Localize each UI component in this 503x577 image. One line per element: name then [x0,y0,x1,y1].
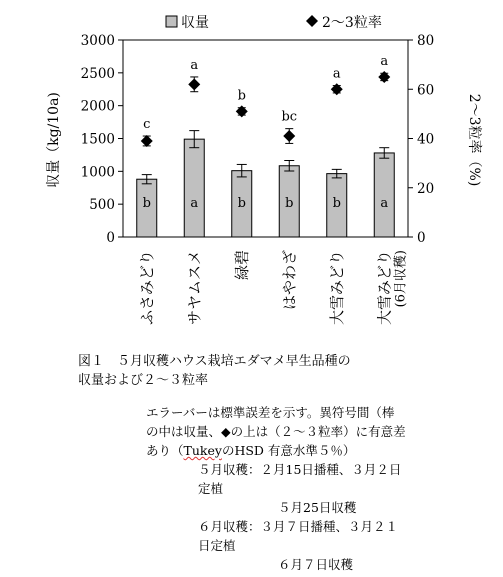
marker-diamond [331,83,343,95]
note-line: エラーバーは標準誤差を示す。異符号間（棒 [146,405,395,420]
marker-diamond [141,135,153,147]
y-left-tick-label: 0 [106,230,115,246]
note-line: 定植 [198,481,224,496]
caption-line: 収量および２～３粒率 [78,373,209,388]
y-right-tick-label: 0 [417,230,426,246]
note-text: のHSD 有意水準５％） [221,443,356,458]
x-category-label: 大雪みどり [375,250,394,326]
note-text: あり（ [146,443,184,458]
y-right-tick-label: 40 [417,131,435,148]
legend-bar-swatch [166,16,177,27]
y-right-tick-label: 80 [417,33,435,49]
marker-significance-letter: c [143,117,151,133]
y-right-tick-label: 60 [417,82,435,99]
figure-caption [78,352,351,390]
marker-significance-letter: a [190,57,199,73]
y-left-tick-label: 1000 [80,164,115,181]
note-line [146,441,406,460]
caption-line: 図１ ５月収穫ハウス栽培エダマメ早生品種の [78,354,351,369]
plot-frame [123,40,408,237]
x-category-label: サヤムスメ [185,250,204,325]
marker-diamond [283,130,295,142]
bar-significance-letter: b [285,196,294,211]
marker-diamond [236,105,248,117]
note-line: ６月７日収穫 [278,557,354,572]
y-left-tick-label: 2000 [80,98,115,115]
figure-note [146,403,406,574]
x-category-label: はやわざ [280,250,299,311]
marker-significance-letter: b [237,88,246,104]
note-line: ５月25日収穫 [278,500,357,515]
bar-significance-letter: a [190,196,199,211]
marker-significance-letter: a [380,54,389,70]
note-tukey: Tukey [183,443,222,458]
y-left-axis-label: 収量（kg/10a) [46,92,62,188]
note-line: ６月収穫：３月７日播種、３月２１ [198,519,399,534]
legend-marker-label: 2～3粒率 [322,15,382,31]
bar-significance-letter: a [380,196,389,211]
marker-significance-letter: bc [281,109,298,125]
bar-significance-letter: b [237,196,246,211]
bar [374,153,394,237]
x-category-label: ふさみどり [137,250,156,326]
x-category-label: 大雪みどり [327,250,346,326]
legend-diamond-icon [306,15,318,27]
bar-significance-letter: b [332,196,341,211]
y-right-tick-label: 20 [417,180,435,197]
note-line: の中は収量、◆の上は（２～３粒率）に有意差 [146,424,406,439]
y-left-tick-label: 500 [89,197,115,214]
y-left-tick-label: 2500 [80,65,115,82]
note-line: ５月収穫：２月15日播種、３月２日 [198,462,402,477]
x-category-label: 緑碧 [232,250,251,281]
bar-significance-letter: b [142,196,151,211]
marker-diamond [188,78,200,90]
y-left-tick-label: 1500 [80,131,115,148]
note-line: 日定植 [198,538,236,553]
bar [184,139,204,237]
legend-bar-label: 収量 [181,15,209,31]
y-left-tick-label: 3000 [80,33,115,49]
marker-diamond [378,71,390,83]
x-category-sublabel: (6月収穫) [393,250,409,308]
marker-significance-letter: a [332,66,341,82]
y-right-axis-label: 2～3粒率（%) [466,93,482,187]
